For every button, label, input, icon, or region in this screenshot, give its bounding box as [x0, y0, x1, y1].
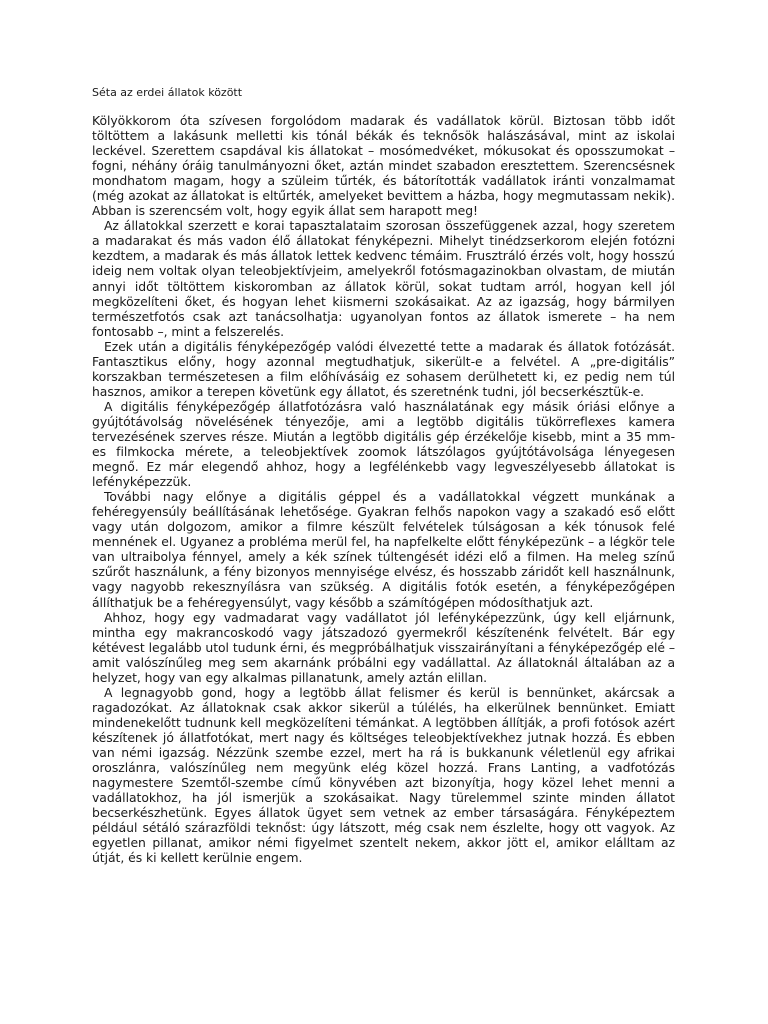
paragraph-3: Ezek után a digitális fényképezőgép valódi élvezetté tette a madarak és állatok fotózását. Fantasztikus előny, hogy azonnal megtudhatjuk, sikerült-e a felvétel. A „pre-digitális” korszakban természetesen a film előhívásáig ez sohasem derülhetett ki, ez pedig nem túl hasznos, amikor a terepen követünk egy állatot, és szeretnénk tudni, jól becserkésztük-e.: [92, 338, 675, 399]
document-title: Séta az erdei állatok között: [92, 86, 243, 99]
paragraph-5: További nagy előnye a digitális géppel és a vadállatokkal végzett munkának a fehéregyensúly beállításának lehetősége. Gyakran felhős napokon vagy a szakadó eső előtt vagy után dolgozom, amikor a filmre készült felvételek túlságosan a kék tónusok felé mennének el. Ugyanez a probléma merül fel, ha napfelkelte előtt fényképezünk – a légkör tele van ultraibolya fénnyel, amely a kék színek túltengését idézi elő a filmen. Ha meleg színű szűrőt használunk, a fény bizonyos mennyisége elvész, és hosszabb záridőt kell használnunk, vagy nagyobb rekesznyílásra van szükség. A digitális fotók esetén, a fényképezőgépen állíthatjuk be a fehéregyensúlyt, vagy később a számítógépen módosíthatjuk azt.: [92, 489, 675, 610]
paragraph-7: A legnagyobb gond, hogy a legtöbb állat felismer és kerül is bennünket, akárcsak a ragadozókat. Az állatoknak csak akkor sikerül a túlélés, ha elkerülnek bennünket. Emiatt mindenekelőtt tudnunk kell megközelíteni témánkat. A legtöbben állítják, a profi fotósok azért készítenek jó állatfotókat, mert nagy és költséges teleobjektívekhez jutnak hozzá. És ebben van némi igazság. Nézzünk szembe ezzel, mert ha rá is bukkanunk véletlenül egy afrikai oroszlánra, valószínűleg nem megyünk elég közel hozzá. Frans Lanting, a vadfotózás nagymestere Szemtől-szembe című könyvében azt bizonyítja, hogy közel lehet menni a vadállatokhoz, ha jól ismerjük a szokásaikat. Nagy türelemmel szinte minden állatot becserkészhetünk. Egyes állatok ügyet sem vetnek az ember társaságára. Fényképeztem például sétáló szárazföldi teknőst: úgy látszott, még csak nem észlelte, hogy ott vagyok. Az egyetlen pillanat, amikor némi figyelmet szentelt nekem, akkor jött el, amikor elálltam az útját, és ki kellett kerülnie engem.: [92, 684, 675, 866]
paragraph-1: Kölyökkorom óta szívesen forgolódom madarak és vadállatok körül. Biztosan több időt töltöttem a lakásunk melletti kis tónál békák és teknősök halászásával, mint az iskolai leckével. Szerettem csapdával kis állatokat – mosómedvéket, mókusokat és oposszumokat – fogni, néhány óráig tanulmányozni őket, aztán mindet szabadon eresztettem. Szerencsésnek mondhatom magam, hogy a szüleim tűrték, és bátorították vadállatok iránti vonzalmamat (még azokat az állatokat is eltűrték, amelyeket bevittem a házba, hogy megmutassam nekik). Abban is szerencsém volt, hogy egyik állat sem harapott meg!: [92, 113, 675, 219]
paragraph-2: Az állatokkal szerzett e korai tapasztalataim szorosan összefüggenek azzal, hogy szeretem a madarakat és más vadon élő állatokat fényképezni. Mihelyt tinédzserkorom elején fotózni kezdtem, a madarak és más állatok lettek kedvenc témáim. Frusztráló érzés volt, hogy hosszú ideig nem voltak olyan teleobjektívjeim, amelyekről fotósmagazinokban olvastam, de miután annyi időt töltöttem kiskoromban az állatok körül, sokat tudtam arról, hogyan kell jól megközelíteni őket, és hogyan lehet kiismerni szokásaikat. Az az igazság, hogy bármilyen természetfotós csak azt tanácsolhatja: ugyanolyan fontos az állatok ismerete – ha nem fontosabb –, mint a felszerelés.: [92, 218, 675, 339]
paragraph-6: Ahhoz, hogy egy vadmadarat vagy vadállatot jól lefényképezzünk, úgy kell eljárnunk, mintha egy makrancoskodó vagy játszadozó gyermekről készítenénk felvételt. Bár egy kétévest legalább utol tudunk érni, és megpróbálhatjuk visszairányítani a fényképezőgép elé – amit valószínűleg meg sem akarnánk próbálni egy vadállattal. Az állatoknál általában az a helyzet, hogy van egy alkalmas pillanatunk, amely aztán elillan.: [92, 609, 675, 685]
paragraph-4: A digitális fényképezőgép állatfotózásra való használatának egy másik óriási előnye a gyújtótávolság növelésének tényezője, ami a legtöbb digitális tükörreflexes kamera tervezésének szerves része. Miután a legtöbb digitális gép érzékelője kisebb, mint a 35 mm-es filmkocka mérete, a teleobjektívek zoomok látszólagos gyújtótávolsága lényegesen megnő. Ez már elegendő ahhoz, hogy a legfélénkebb vagy legveszélyesebb állatokat is lefényképezzük.: [92, 398, 675, 490]
document-page: [92, 86, 675, 865]
document-body: [92, 113, 675, 865]
